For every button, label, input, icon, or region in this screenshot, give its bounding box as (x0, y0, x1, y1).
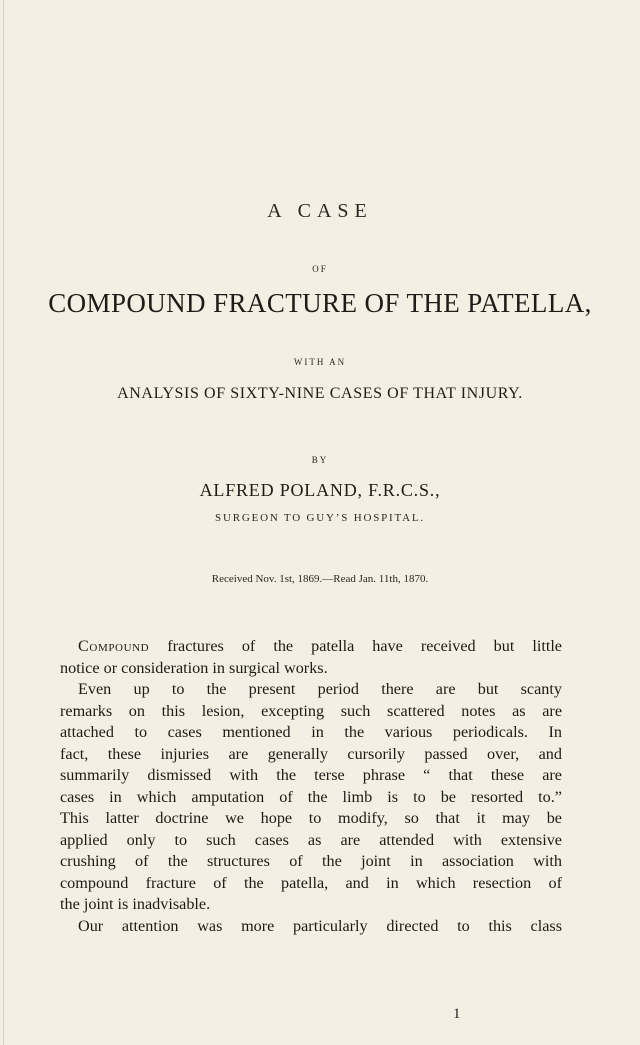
body-line: compound fracture of the patella, and in which resection of (60, 873, 562, 892)
title-of: OF (312, 264, 328, 274)
body-line: This latter doctrine we hope to modify, so that it may be (60, 809, 562, 827)
body-line: the joint is inadvisable. (60, 895, 211, 913)
body-line: crushing of the structures of the joint in association with (60, 852, 562, 870)
page-number: 1 (453, 1006, 461, 1022)
body-line: Even up to the present period there are but scanty (78, 680, 562, 698)
subtitle: ANALYSIS OF SIXTY-NINE CASES OF THAT INJURY. (117, 385, 523, 402)
body-line-text: fractures of the patella have received but little (149, 637, 562, 655)
body-line (60, 636, 562, 658)
lead-word: Compound (78, 637, 150, 655)
author-name: ALFRED POLAND, F.R.C.S., (199, 480, 441, 500)
title-with-an: WITH AN (293, 357, 347, 367)
main-title: COMPOUND FRACTURE OF THE PATELLA, (48, 288, 592, 318)
body-line: Our attention was more particularly directed to this class (78, 916, 562, 935)
body-line: fact, these injuries are generally cursorily passed over, and (60, 744, 562, 763)
title-a-case: A CASE (267, 200, 373, 222)
body-line: cases in which amputation of the limb is to be resorted to.” (60, 787, 562, 806)
body-text (60, 636, 562, 937)
body-line: remarks on this lesion, excepting such scattered notes as are (60, 701, 562, 720)
body-line: applied only to such cases as are attended with extensive (60, 830, 562, 849)
received-date: Received Nov. 1st, 1869.—Read Jan. 11th, 1870. (211, 573, 429, 585)
body-line: summarily dismissed with the terse phrase “ that these are (60, 766, 562, 784)
author-affiliation: SURGEON TO GUY’S HOSPITAL. (215, 512, 425, 524)
body-line: notice or consideration in surgical works. (60, 658, 328, 677)
title-by: BY (311, 455, 329, 465)
body-line: attached to cases mentioned in the various periodicals. In (60, 723, 562, 741)
